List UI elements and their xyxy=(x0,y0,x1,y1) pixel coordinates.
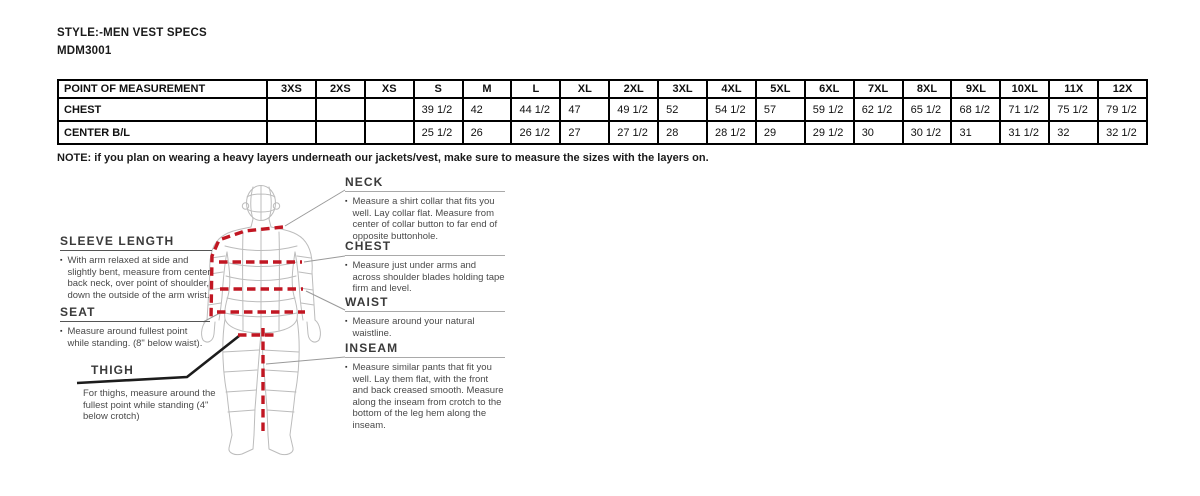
col-header-point-of-measurement: POINT OF MEASUREMENT xyxy=(58,80,267,98)
sleeve-length-dash-line xyxy=(211,227,283,320)
size-value-cell: 75 1/2 xyxy=(1049,98,1098,121)
size-value-cell: 68 1/2 xyxy=(951,98,1000,121)
style-title: STYLE:-MEN VEST SPECS xyxy=(57,27,207,39)
guide-title: CHEST xyxy=(345,239,505,256)
col-header-size: 9XL xyxy=(951,80,1000,98)
size-value-cell: 54 1/2 xyxy=(707,98,756,121)
guide-text: Measure around your natural waistline. xyxy=(352,316,475,339)
size-value-cell: 52 xyxy=(658,98,707,121)
col-header-size: XL xyxy=(560,80,609,98)
col-header-size: 7XL xyxy=(854,80,903,98)
guide-description xyxy=(60,326,210,349)
size-value-cell: 27 xyxy=(560,121,609,144)
size-value-cell: 42 xyxy=(463,98,512,121)
row-label: CHEST xyxy=(58,98,267,121)
size-value-cell: 26 1/2 xyxy=(511,121,560,144)
guide-block-sleeve-length xyxy=(60,234,212,301)
col-header-size: 3XL xyxy=(658,80,707,98)
size-value-cell: 39 1/2 xyxy=(414,98,463,121)
size-value-cell: 32 xyxy=(1049,121,1098,144)
col-header-size: 12X xyxy=(1098,80,1147,98)
table-row xyxy=(58,98,1147,121)
guide-title: SLEEVE LENGTH xyxy=(60,234,212,251)
size-value-cell xyxy=(365,98,414,121)
guide-description xyxy=(83,388,227,423)
label-connector-lines xyxy=(203,190,348,364)
col-header-size: 2XS xyxy=(316,80,365,98)
size-value-cell xyxy=(365,121,414,144)
size-value-cell: 62 1/2 xyxy=(854,98,903,121)
guide-title: NECK xyxy=(345,175,505,192)
col-header-size: 10XL xyxy=(1000,80,1049,98)
size-value-cell: 59 1/2 xyxy=(805,98,854,121)
size-value-cell: 30 1/2 xyxy=(903,121,952,144)
bullet-square-icon: ▪ xyxy=(345,364,348,371)
guide-description xyxy=(345,196,505,242)
size-value-cell: 71 1/2 xyxy=(1000,98,1049,121)
measurement-guide-diagram xyxy=(57,172,517,472)
table-row xyxy=(58,121,1147,144)
size-value-cell: 28 xyxy=(658,121,707,144)
bullet-square-icon: ▪ xyxy=(345,262,348,269)
col-header-size: M xyxy=(463,80,512,98)
size-value-cell: 30 xyxy=(854,121,903,144)
size-value-cell: 29 1/2 xyxy=(805,121,854,144)
size-value-cell xyxy=(267,121,316,144)
col-header-size: L xyxy=(511,80,560,98)
guide-description xyxy=(345,316,505,339)
guide-block-chest xyxy=(345,239,505,295)
guide-text: Measure a shirt collar that fits you well. Lay collar flat. Measure from center of collar button to far end of opposite buttonhole. xyxy=(352,196,498,242)
size-value-cell: 27 1/2 xyxy=(609,121,658,144)
size-value-cell: 28 1/2 xyxy=(707,121,756,144)
col-header-size: 4XL xyxy=(707,80,756,98)
guide-block-waist xyxy=(345,295,505,339)
guide-text: For thighs, measure around the fullest point while standing (4" below crotch) xyxy=(83,388,216,422)
col-header-size: 6XL xyxy=(805,80,854,98)
size-value-cell: 65 1/2 xyxy=(903,98,952,121)
guide-text: Measure around fullest point while standing. (8" below waist). xyxy=(67,326,203,349)
row-label: CENTER B/L xyxy=(58,121,267,144)
size-value-cell xyxy=(316,98,365,121)
size-value-cell: 49 1/2 xyxy=(609,98,658,121)
guide-block-seat xyxy=(60,305,210,349)
col-header-size: 5XL xyxy=(756,80,805,98)
size-value-cell: 26 xyxy=(463,121,512,144)
note-text: NOTE: if you plan on wearing a heavy layers underneath our jackets/vest, make sure to measure the sizes with the layers on. xyxy=(57,152,709,164)
size-value-cell: 31 xyxy=(951,121,1000,144)
guide-block-thigh xyxy=(83,363,227,423)
size-value-cell: 57 xyxy=(756,98,805,121)
guide-block-inseam xyxy=(345,341,505,431)
col-header-size: 11X xyxy=(1049,80,1098,98)
guide-block-neck xyxy=(345,175,505,242)
title-block xyxy=(57,24,207,60)
size-chart-table xyxy=(57,79,1148,145)
guide-description xyxy=(60,255,212,301)
col-header-size: XS xyxy=(365,80,414,98)
guide-title: THIGH xyxy=(91,363,134,377)
size-value-cell: 47 xyxy=(560,98,609,121)
style-code: MDM3001 xyxy=(57,45,112,57)
guide-text: Measure just under arms and across shoulder blades holding tape firm and level. xyxy=(352,260,505,294)
guide-description xyxy=(345,260,505,295)
guide-text: Measure similar pants that fit you well. Lay them flat, with the front and back creased smooth. Measure along the inseam from crotch to the bottom of the leg hem along the inseam. xyxy=(352,362,504,431)
guide-title: WAIST xyxy=(345,295,505,312)
bullet-square-icon: ▪ xyxy=(60,328,63,335)
size-value-cell: 25 1/2 xyxy=(414,121,463,144)
guide-text: With arm relaxed at side and slightly bent, measure from center back neck, over point of shoulder, down the outside of the arm wrist. xyxy=(67,255,211,301)
col-header-size: 3XS xyxy=(267,80,316,98)
size-value-cell: 32 1/2 xyxy=(1098,121,1147,144)
col-header-size: 8XL xyxy=(903,80,952,98)
guide-title: SEAT xyxy=(60,305,210,322)
guide-title: INSEAM xyxy=(345,341,505,358)
size-value-cell xyxy=(316,121,365,144)
size-value-cell: 44 1/2 xyxy=(511,98,560,121)
guide-description xyxy=(345,362,505,431)
col-header-size: 2XL xyxy=(609,80,658,98)
size-value-cell xyxy=(267,98,316,121)
bullet-square-icon: ▪ xyxy=(345,318,348,325)
size-value-cell: 31 1/2 xyxy=(1000,121,1049,144)
table-header-row xyxy=(58,80,1147,98)
bullet-square-icon: ▪ xyxy=(345,198,348,205)
col-header-size: S xyxy=(414,80,463,98)
bullet-square-icon: ▪ xyxy=(60,257,63,264)
size-value-cell: 29 xyxy=(756,121,805,144)
size-value-cell: 79 1/2 xyxy=(1098,98,1147,121)
